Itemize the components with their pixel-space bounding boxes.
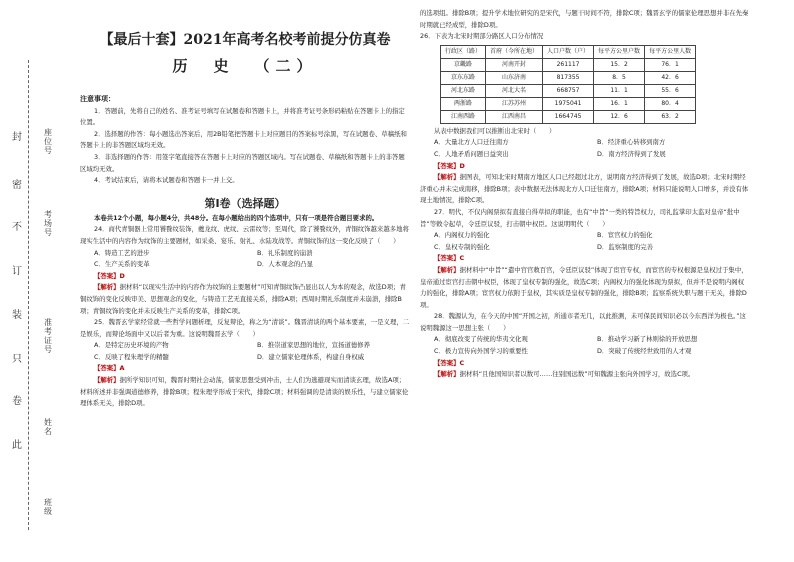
question-26-question: 从表中数据我们可以推断出北宋时（ ） (434, 126, 556, 135)
answer-label: 【答案】D (94, 271, 125, 280)
option: B．经济重心转移到南方 (597, 138, 666, 147)
option: D．建立儒家伦理体系，构建自身权威 (257, 352, 365, 361)
question-27-stem: 27．明代，不仅内阁票拟有直接自得草拟的职能，也有“中旨”一类的特旨权力，司礼监掌印太监对皇帝“批中旨”等敕令起草，令廷臣议驳，打击朝中权臣。这说明明代（ ） (420, 207, 740, 228)
binding-field-class: 班级 (44, 498, 52, 516)
option: C．生产关系的变革 (94, 260, 150, 269)
note-item: 4．考试结束后，请将本试题卷和答题卡一并上交。 (94, 176, 239, 185)
option: A．是特定历史环境的产物 (94, 341, 169, 350)
population-table (440, 45, 696, 124)
table-row: 京东东路 山东济南 817355 8．5 42．6 (441, 71, 696, 84)
option: D．突破了传统经世致用的人才观 (597, 347, 692, 356)
option: C．极力宣传向外国学习的重要性 (434, 347, 528, 356)
part-heading: 第Ⅰ卷（选择题） (204, 196, 286, 210)
table-header: 每平方公里户数 (594, 45, 645, 58)
note-item: 2．选择题的作答：每小题选出答案后，用2B铅笔把答题卡上对应题目的答案标号涂黑，写在试题卷、草稿纸和答题卡上的非答题区域均无效。 (80, 129, 407, 150)
option: B．礼乐制度的崩溃 (257, 248, 313, 257)
option: D．监察制度的完善 (597, 242, 654, 251)
option: C．皇权专制的强化 (434, 242, 490, 251)
answer-label: 【答案】C (434, 254, 465, 263)
table-header: 人口户数（户） (543, 45, 594, 58)
option: B．宦官权力的强化 (597, 231, 653, 240)
question-24-options (80, 248, 410, 271)
binding-char: 封 (12, 132, 22, 143)
binding-field-room: 考场号 (44, 210, 52, 237)
analysis: 【解析】据材料“以现实生活中的内容作为纹饰的主要题材”可知青铜纹饰凸显出以人为本的观念，故选D项；青铜纹饰的变化反映审美、思想观念的变化，与铸造工艺无直接关系，排除A项；西周时期礼乐制度并未崩溃，排除B项；青铜纹饰的变化并未反映生产关系的变革，排除C项。 (80, 283, 406, 315)
binding-char: 卷 (12, 396, 22, 407)
binding-char: 订 (12, 266, 22, 277)
answer-label: 【答案】C (434, 358, 465, 367)
binding-char: 只 (12, 354, 22, 365)
question-27-options (420, 230, 750, 253)
left-column (80, 8, 410, 410)
binding-char: 密 (12, 180, 22, 191)
option: C．人地矛盾问题日益突出 (434, 149, 509, 158)
binding-field-name: 姓名 (44, 418, 52, 436)
binding-dashed-line (28, 60, 29, 530)
analysis: 【解析】据材料中“中旨”“遣中官官敕百官，令廷臣议驳”体现了宦官专权，而宦官的专权根源是皇权过于集中，皇帝通过宦官打击朝中权臣，体现了皇权专制的强化，故选C项；内阁权力的强化体现为票拟，但并不是说明内阁权力的强化，排除A项；宦官权力依附于皇权，其实质是皇权专制的强化，排除B项；监察系统失职与题干无关，排除D项。 (420, 265, 748, 309)
option: C．反映了程朱理学的精髓 (94, 352, 169, 361)
option: A．大量北方人口迁往南方 (434, 138, 509, 147)
table-header: 每平方公里人数 (645, 45, 696, 58)
question-26-options (420, 137, 750, 160)
option: D．南方经济得到了发展 (597, 149, 666, 158)
option: A．铸造工艺的进步 (94, 248, 150, 257)
answer-label: 【答案】A (94, 364, 125, 373)
binding-strip (0, 0, 72, 562)
table-row: 河北东路 河北大名 668757 11．1 55．6 (441, 84, 696, 97)
analysis: 【解析】据所学知识可知，魏晋时期社会动荡，儒家思想受到冲击，士人们为逃避现实而清谈玄理，故选A项；材料所述并非强调道德修养，排除B项；程朱理学形成于宋代，排除C项；材料强调的是清谈的娱乐性，与建立儒家伦理体系无关，排除D项。 (80, 376, 409, 408)
exam-subject: 历 史 （二） (172, 57, 318, 75)
binding-field-ticket: 准考证号 (44, 318, 52, 354)
table-row: 京畿路 河南开封 261117 15．2 76．1 (441, 58, 696, 71)
part-intro: 本卷共12个小题，每小题4分，共48分。在每小题给出的四个选项中，只有一项是符合题目要求的。 (94, 213, 379, 222)
option: D．人本观念的凸显 (257, 260, 314, 269)
note-item: 3．非选择题的作答：用签字笔直接答在答题卡上对应的答题区域内。写在试题卷、草稿纸和答题卡上的非答题区域均无效。 (80, 152, 405, 173)
table-header: 首府（今所在地） (486, 45, 543, 58)
question-28-stem: 28．魏源认为，在今天的中国“开国之初，所通市者无几，以此推测，未可保民间知识必以今东西洋为极也。”这说明魏源这一思想主张（ ） (420, 312, 746, 332)
binding-char: 此 (12, 440, 22, 451)
question-24-stem: 24．商代青铜器上常用饕餮纹装饰，夔龙纹、虎纹、云雷纹等；至周代，除了饕餮纹外，青铜纹饰越来越多地将现实生活中的内容作为纹饰的主要题材，如采桑、宴乐、射礼、水陆攻战等。青铜纹饰的这一变化反映了（ ） (80, 225, 409, 245)
right-column (420, 8, 750, 381)
analysis: 【解析】据图表，可知北宋时期南方地区人口已经超过北方，说明南方经济得到了发展，故选D项；北宋时期经济重心并未完成南移，排除B项；表中数据无法体现北方人口迁往南方，排除A项；材料只能说明人口增多，并没有体现土地情况，排除C项。 (420, 173, 749, 205)
binding-field-seat: 座位号 (44, 128, 52, 155)
table-header-row (441, 45, 696, 58)
binding-char: 不 (12, 222, 22, 233)
binding-char: 装 (12, 310, 22, 321)
option: A．内阁权力的强化 (434, 231, 490, 240)
note-item: 1．答题前，先将自己的姓名、准考证号填写在试题卷和答题卡上，并将准考证号条形码粘贴在答题卡上的指定位置。 (80, 106, 405, 127)
question-25-options (80, 340, 410, 363)
table-row: 两浙路 江苏苏州 1975041 16．1 80．4 (441, 97, 696, 110)
option: B．推崇道家思想的地位，宣扬道德修养 (257, 341, 371, 350)
exam-title: 【最后十套】2021年高考名校考前提分仿真卷 (99, 32, 391, 48)
table-header: 行政区（路） (441, 45, 486, 58)
continued-analysis: 的选项组。排除B项；提升学术地位研究的是宋代，与题干时间不符，排除C项；魏晋玄学的儒家伦理思想并非在先秦时期就已经成型，排除D项。 (420, 9, 749, 29)
table-row: 江南西路 江西南昌 1664745 12．6 63．2 (441, 110, 696, 123)
answer-label: 【答案】D (434, 161, 465, 170)
question-28-options (420, 334, 750, 357)
option: B．推动学习新了林则徐的开放思想 (597, 335, 698, 344)
analysis: 【解析】据材料“且他国知识者以数可……往别国远数”可知魏源主张向外国学习，故选C项。 (434, 370, 695, 379)
notes-heading: 注意事项： (80, 95, 115, 103)
question-26-stem: 26．下表为北宋时期部分路区人口分布情况 (420, 32, 544, 41)
question-25-stem: 25．魏晋玄学家经常就一些哲学问题析理，反复辩论，称之为“清谈”。魏晋清谈的两个基本要素，一是义理，二是娱乐，而辩论场面中又以后者为重。这说明魏晋玄学（ ） (80, 318, 410, 338)
option: A．彻底改变了传统的华夷文化观 (434, 335, 528, 344)
